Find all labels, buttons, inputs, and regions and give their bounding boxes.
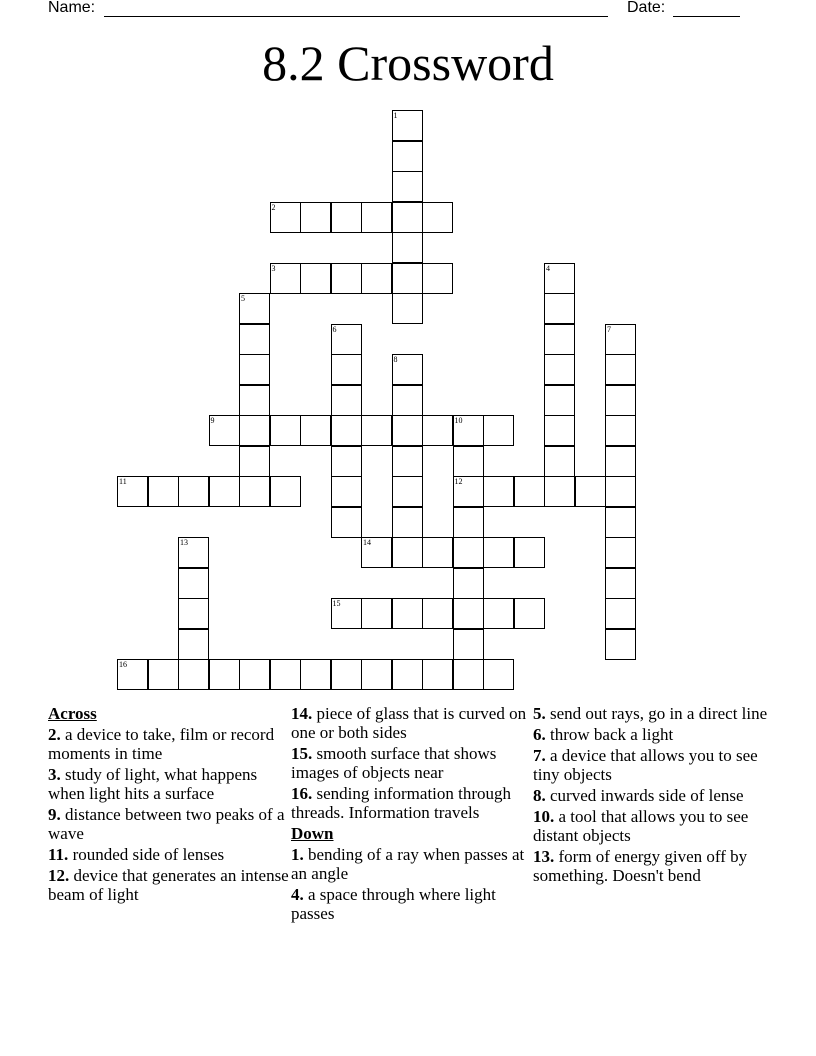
clue-number: 5 bbox=[241, 294, 245, 303]
grid-cell[interactable] bbox=[392, 385, 423, 416]
grid-cell[interactable] bbox=[331, 202, 362, 233]
grid-cell[interactable] bbox=[605, 324, 636, 355]
grid-cell[interactable] bbox=[209, 476, 240, 507]
grid-cell[interactable] bbox=[117, 476, 148, 507]
clue-column-3 bbox=[533, 704, 778, 887]
grid-cell[interactable] bbox=[453, 415, 484, 446]
grid-cell[interactable] bbox=[483, 476, 514, 507]
clue-down-10: 10. a tool that allows you to see distant objects bbox=[533, 807, 749, 845]
grid-cell[interactable] bbox=[392, 537, 423, 568]
clue-across-11: 11. rounded side of lenses bbox=[48, 845, 225, 864]
grid-cell[interactable] bbox=[422, 263, 453, 294]
grid-cell[interactable] bbox=[544, 354, 575, 385]
grid-cell[interactable] bbox=[178, 537, 209, 568]
grid-cell[interactable] bbox=[605, 598, 636, 629]
date-field[interactable] bbox=[673, 16, 740, 17]
grid-cell[interactable] bbox=[270, 263, 301, 294]
grid-cell[interactable] bbox=[270, 476, 301, 507]
clue-down-8: 8. curved inwards side of lense bbox=[533, 786, 744, 805]
clue-column-1 bbox=[48, 704, 293, 906]
grid-cell[interactable] bbox=[239, 293, 270, 324]
grid-cell[interactable] bbox=[392, 171, 423, 202]
grid-cell[interactable] bbox=[239, 354, 270, 385]
grid-cell[interactable] bbox=[453, 476, 484, 507]
grid-cell[interactable] bbox=[392, 202, 423, 233]
grid-cell[interactable] bbox=[117, 659, 148, 690]
grid-cell[interactable] bbox=[453, 568, 484, 599]
clue-number: 11 bbox=[119, 477, 127, 486]
grid-cell[interactable] bbox=[605, 446, 636, 477]
clue-across-9: 9. distance between two peaks of a wave bbox=[48, 805, 285, 843]
clue-number: 15 bbox=[332, 599, 341, 608]
grid-cell[interactable] bbox=[453, 507, 484, 538]
grid-cell[interactable] bbox=[392, 659, 423, 690]
grid-cell[interactable] bbox=[422, 598, 453, 629]
grid-cell[interactable] bbox=[514, 476, 545, 507]
name-field[interactable] bbox=[104, 16, 608, 17]
clue-number: 6 bbox=[332, 324, 337, 334]
grid-cell[interactable] bbox=[331, 324, 362, 355]
grid-cell[interactable] bbox=[544, 476, 575, 507]
clue-number: 7 bbox=[607, 324, 611, 334]
grid-cell[interactable] bbox=[544, 385, 575, 416]
grid-cell[interactable] bbox=[331, 354, 362, 385]
grid-cell[interactable] bbox=[392, 598, 423, 629]
grid-cell[interactable] bbox=[544, 324, 575, 355]
grid-cell[interactable] bbox=[422, 659, 453, 690]
clue-number: 1 bbox=[393, 111, 398, 120]
grid-cell[interactable] bbox=[392, 415, 423, 446]
grid-cell[interactable] bbox=[300, 659, 331, 690]
grid-cell[interactable] bbox=[544, 415, 575, 446]
grid-cell[interactable] bbox=[392, 141, 423, 172]
clue-number: 14 bbox=[363, 538, 371, 547]
grid-cell[interactable] bbox=[605, 537, 636, 568]
grid-cell[interactable] bbox=[331, 263, 362, 294]
grid-cell[interactable] bbox=[453, 537, 484, 568]
grid-cell[interactable] bbox=[392, 476, 423, 507]
grid-cell[interactable] bbox=[605, 507, 636, 538]
page-title: 8.2 Crossword bbox=[262, 35, 554, 91]
grid-cell[interactable] bbox=[331, 446, 362, 477]
clue-down-7: 7. a device that allows you to see tiny objects bbox=[533, 746, 758, 784]
clue-number: 9 bbox=[210, 416, 215, 425]
grid-cell[interactable] bbox=[453, 598, 484, 629]
clue-across-16: 16. sending information through threads. Information travels bbox=[291, 784, 512, 822]
clue-down-1: 1. bending of a ray when passes at an angle bbox=[291, 845, 525, 883]
clue-down-13: 13. form of energy given off by something. Doesn't bend bbox=[533, 847, 748, 885]
grid-cell[interactable] bbox=[239, 385, 270, 416]
grid-cell[interactable] bbox=[178, 568, 209, 599]
grid-cell[interactable] bbox=[361, 202, 392, 233]
grid-cell[interactable] bbox=[331, 598, 362, 629]
grid-cell[interactable] bbox=[361, 263, 392, 294]
clue-column-2 bbox=[291, 704, 536, 925]
grid-cell[interactable] bbox=[300, 263, 331, 294]
grid-cell[interactable] bbox=[331, 476, 362, 507]
grid-cell[interactable] bbox=[361, 598, 392, 629]
clue-down-5: 5. send out rays, go in a direct line bbox=[533, 704, 768, 723]
clue-number: 3 bbox=[271, 263, 276, 273]
clue-number: 10 bbox=[454, 416, 463, 425]
grid-cell[interactable] bbox=[544, 263, 575, 294]
grid-cell[interactable] bbox=[148, 659, 179, 690]
grid-cell[interactable] bbox=[392, 293, 423, 324]
grid-cell[interactable] bbox=[605, 385, 636, 416]
grid-cell[interactable] bbox=[605, 629, 636, 660]
grid-cell[interactable] bbox=[270, 415, 301, 446]
grid-cell[interactable] bbox=[300, 415, 331, 446]
grid-cell[interactable] bbox=[392, 110, 423, 141]
grid-cell[interactable] bbox=[605, 415, 636, 446]
clue-across-12: 12. device that generates an intense beam of light bbox=[48, 866, 289, 904]
grid-cell[interactable] bbox=[453, 659, 484, 690]
clue-across-15: 15. smooth surface that shows images of objects near bbox=[291, 744, 497, 782]
grid-cell[interactable] bbox=[514, 537, 545, 568]
grid-cell[interactable] bbox=[178, 659, 209, 690]
grid-cell[interactable] bbox=[361, 537, 392, 568]
clue-across-3: 3. study of light, what happens when light hits a surface bbox=[48, 765, 258, 803]
clue-number: 12 bbox=[454, 477, 463, 486]
grid-cell[interactable] bbox=[514, 598, 545, 629]
grid-cell[interactable] bbox=[422, 202, 453, 233]
clue-across-14: 14. piece of glass that is curved on one or both sides bbox=[291, 704, 527, 742]
grid-cell[interactable] bbox=[270, 659, 301, 690]
grid-cell[interactable] bbox=[209, 659, 240, 690]
grid-cell[interactable] bbox=[300, 202, 331, 233]
grid-cell[interactable] bbox=[239, 476, 270, 507]
clue-number: 16 bbox=[119, 660, 127, 669]
grid-cell[interactable] bbox=[331, 415, 362, 446]
clue-down-6: 6. throw back a light bbox=[533, 725, 674, 744]
grid-cell[interactable] bbox=[605, 354, 636, 385]
grid-cell[interactable] bbox=[544, 446, 575, 477]
grid-cell[interactable] bbox=[392, 263, 423, 294]
clue-number: 13 bbox=[180, 538, 188, 547]
grid-cell[interactable] bbox=[392, 232, 423, 263]
grid-cell[interactable] bbox=[178, 629, 209, 660]
grid-cell[interactable] bbox=[392, 507, 423, 538]
grid-cell[interactable] bbox=[605, 568, 636, 599]
date-label: Date: bbox=[627, 0, 666, 16]
grid-cell[interactable] bbox=[148, 476, 179, 507]
clue-number: 4 bbox=[546, 263, 550, 273]
grid-cell[interactable] bbox=[239, 446, 270, 477]
grid-cell[interactable] bbox=[575, 476, 606, 507]
down-heading: Down bbox=[291, 824, 334, 843]
clue-number: 2 bbox=[271, 202, 276, 212]
grid-cell[interactable] bbox=[239, 659, 270, 690]
grid-cell[interactable] bbox=[392, 446, 423, 477]
grid-cell[interactable] bbox=[209, 415, 240, 446]
grid-cell[interactable] bbox=[331, 385, 362, 416]
grid-cell[interactable] bbox=[239, 324, 270, 355]
grid-cell[interactable] bbox=[422, 415, 453, 446]
grid-cell[interactable] bbox=[270, 202, 301, 233]
name-label: Name: bbox=[48, 0, 96, 16]
grid-cell[interactable] bbox=[361, 415, 392, 446]
grid-cell[interactable] bbox=[483, 415, 514, 446]
grid-cell[interactable] bbox=[483, 659, 514, 690]
clue-down-4: 4. a space through where light passes bbox=[291, 885, 496, 923]
grid-cell[interactable] bbox=[178, 476, 209, 507]
grid-cell[interactable] bbox=[178, 598, 209, 629]
grid-cell[interactable] bbox=[422, 537, 453, 568]
grid-cell[interactable] bbox=[453, 629, 484, 660]
grid-cell[interactable] bbox=[453, 446, 484, 477]
grid-cell[interactable] bbox=[483, 537, 514, 568]
grid-cell[interactable] bbox=[605, 476, 636, 507]
grid-cell[interactable] bbox=[483, 598, 514, 629]
across-heading: Across bbox=[48, 704, 97, 723]
grid-cell[interactable] bbox=[392, 354, 423, 385]
clue-number: 8 bbox=[393, 355, 398, 364]
grid-cell[interactable] bbox=[331, 659, 362, 690]
grid-cell[interactable] bbox=[331, 507, 362, 538]
grid-cell[interactable] bbox=[239, 415, 270, 446]
grid-cell[interactable] bbox=[544, 293, 575, 324]
clue-across-2: 2. a device to take, film or record moments in time bbox=[48, 725, 275, 763]
grid-cell[interactable] bbox=[361, 659, 392, 690]
